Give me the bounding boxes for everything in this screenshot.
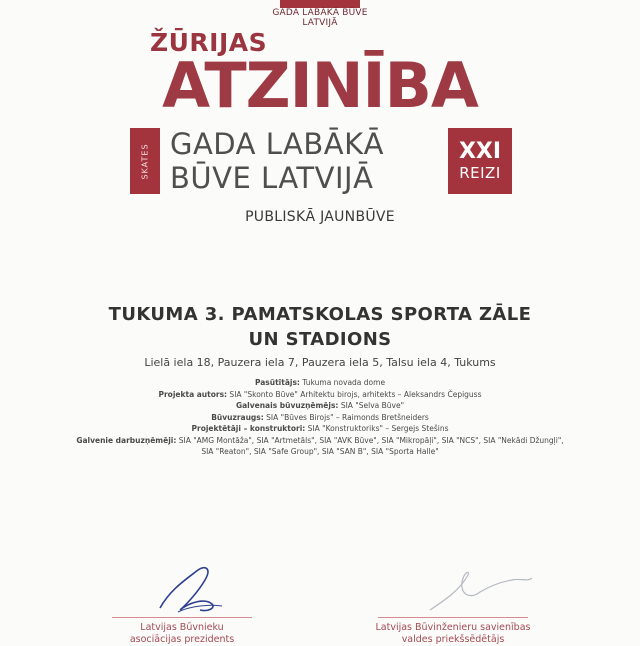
left-signature-line [112,617,252,618]
credit-label: Būvuzraugs: [211,412,264,422]
credit-client [0,377,640,389]
credit-supervisor [0,412,640,424]
credit-label: Projekta autors: [158,389,228,399]
project-title-line-2: UN STADIONS [248,329,392,350]
left-signatory-line-1: Latvijas Būvnieku [140,622,224,633]
left-signatory [92,622,272,646]
project-title-line-1: TUKUMA 3. PAMATSKOLAS SPORTA ZĀLE [108,304,532,325]
credit-contractors [0,435,640,447]
edition-word: REIZI [459,164,501,182]
jury-heading: ŽŪRIJAS [150,28,268,57]
award-title: ATZINĪBA [162,49,478,122]
credit-general-contractor [0,400,640,412]
edition-number: XXI [458,139,502,164]
logo-mark [280,0,360,8]
credit-label: Galvenie darbuzņēmēji: [76,435,177,445]
right-signatory-line-1: Latvijas Būvinženieru savienības [375,622,531,633]
credit-label: Pasūtītājs: [254,378,300,387]
credit-label: Galvenais būvuzņēmējs: [235,401,339,410]
credit-value: SIA "Būves Birojs" – Raimonds Bretšneiders [263,412,429,422]
right-signatory-line-2: valdes priekšsēdētājs [401,634,505,645]
skates-label: SKATES [140,142,150,180]
right-signature-line [378,617,528,618]
logo-line-2: LATVIJĀ [302,18,338,28]
credit-value: SIA "AMG Montāža", SIA "Artmetāls", SIA "AVK Būve", SIA "Mikropāļi", SIA "NCS", SIA "Nekādi Džungļi", [176,435,564,445]
right-signatory [358,622,548,646]
credits-block [0,377,640,458]
contest-name-line-2: BŪVE LATVIJĀ [170,161,374,195]
edition-badge [448,128,512,194]
credit-author [0,389,640,401]
contest-name-line-1: GADA LABĀKĀ [170,127,384,161]
logo-line-1: GADA LABĀKĀ BŪVE [272,8,368,18]
credit-designers [0,423,640,435]
credit-value: SIA "Skonto Būve" Arhitektu birojs, arhitekts – Aleksandrs Čepiguss [227,389,482,399]
skates-label-wrapper [130,128,160,194]
project-title [0,302,640,352]
credit-label: Projektētāji – konstruktori: [191,424,306,433]
credit-contractors-cont: SIA "Reaton", SIA "Safe Group", SIA "SAN B", SIA "Sporta Halle" [201,447,439,456]
logo-text [0,8,640,28]
credit-value: SIA "Konstruktoriks" – Sergejs Stešins [305,424,449,433]
credit-value: Tukuma novada dome [299,378,386,387]
credit-value: SIA "Selva Būve" [338,401,405,410]
category-label: PUBLISKĀ JAUNBŪVE [245,209,395,225]
right-signature [420,560,540,620]
left-signatory-line-2: asociācijas prezidents [129,634,235,645]
left-signature [150,560,230,620]
project-address: Lielā iela 18, Pauzera iela 7, Pauzera iela 5, Talsu iela 4, Tukums [144,356,496,369]
